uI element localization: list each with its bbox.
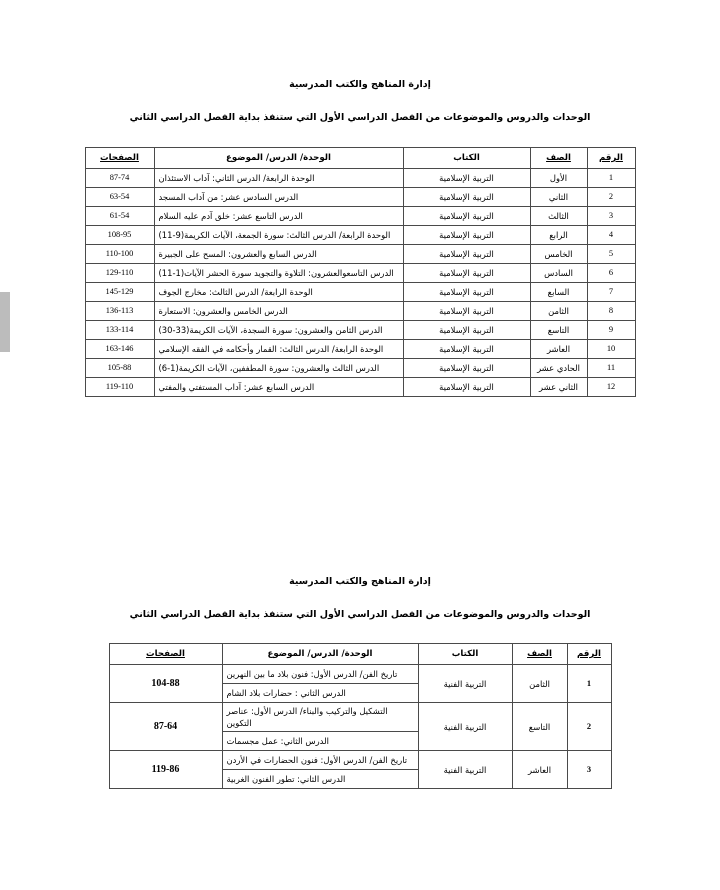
row-book: التربية الإسلامية	[403, 207, 530, 226]
row-number: 10	[587, 340, 635, 359]
column-header-pages: الصفحات	[85, 148, 154, 169]
row-pages: 133-114	[85, 321, 154, 340]
table-row	[85, 264, 635, 283]
row-pages: 87-74	[85, 169, 154, 188]
row-grade: السابع	[530, 283, 587, 302]
curriculum-table-islamic	[85, 147, 636, 397]
table-header-row	[85, 148, 635, 169]
row-grade: التاسع	[530, 321, 587, 340]
row-number: 6	[587, 264, 635, 283]
page-subtitle-2: الوحدات والدروس والموضوعات من الفصل الدراسي الأول التي ستنفذ بداية الفصل الدراسي الثاني	[129, 609, 591, 620]
row-number: 1	[587, 169, 635, 188]
row-pages: 136-113	[85, 302, 154, 321]
column-header-grade: الصف	[512, 644, 567, 665]
column-header-pages: الصفحات	[109, 644, 222, 665]
row-topic-line-2: الدرس الثاني : حضارات بلاد الشام	[222, 684, 418, 703]
row-topic: الوحدة الرابعة/ الدرس الثاني: آداب الاستئذان	[154, 169, 403, 188]
row-topic-line-1: التشكيل والتركيب والبناء/ الدرس الأول: عناصر التكوين	[222, 703, 418, 732]
row-book: التربية الإسلامية	[403, 283, 530, 302]
row-topic-line-2: الدرس الثاني: عمل مجسمات	[222, 732, 418, 751]
table-row	[109, 703, 611, 732]
table-row	[85, 226, 635, 245]
row-topic-line-1: تاريخ الفن/ الدرس الأول: فنون بلاد ما بين النهرين	[222, 665, 418, 684]
table-row	[85, 378, 635, 397]
row-book: التربية الإسلامية	[403, 340, 530, 359]
row-topic: الوحدة الرابعة/ الدرس الثالث: مخارج الجوف	[154, 283, 403, 302]
row-pages: 119-110	[85, 378, 154, 397]
row-pages: 61-54	[85, 207, 154, 226]
row-topic: الدرس الثامن والعشرون: سورة السجدة، الآيات الكريمة(33-30)	[154, 321, 403, 340]
row-book: التربية الفنية	[418, 703, 512, 751]
row-grade: الثاني عشر	[530, 378, 587, 397]
row-book: التربية الإسلامية	[403, 359, 530, 378]
row-book: التربية الإسلامية	[403, 321, 530, 340]
table-row	[85, 207, 635, 226]
row-number: 2	[567, 703, 611, 751]
row-book: التربية الفنية	[418, 665, 512, 703]
row-number: 11	[587, 359, 635, 378]
column-header-topic: الوحدة/ الدرس/ الموضوع	[154, 148, 403, 169]
row-number: 1	[567, 665, 611, 703]
row-book: التربية الإسلامية	[403, 226, 530, 245]
row-pages: 105-88	[85, 359, 154, 378]
row-topic: الوحدة الرابعة/ الدرس الثالث: القمار وأحكامه في الفقه الإسلامي	[154, 340, 403, 359]
row-topic: الدرس السابع والعشرون: المسح على الجبيرة	[154, 245, 403, 264]
row-topic: الدرس التاسع عشر: خلق آدم عليه السلام	[154, 207, 403, 226]
row-book: التربية الإسلامية	[403, 264, 530, 283]
row-number: 2	[587, 188, 635, 207]
row-topic-line-1: تاريخ الفن/ الدرس الأول: فنون الحضارات في الأردن	[222, 751, 418, 770]
column-header-grade: الصف	[530, 148, 587, 169]
column-header-topic: الوحدة/ الدرس/ الموضوع	[222, 644, 418, 665]
row-pages: 163-146	[85, 340, 154, 359]
row-book: التربية الإسلامية	[403, 378, 530, 397]
row-book: التربية الفنية	[418, 751, 512, 789]
row-number: 9	[587, 321, 635, 340]
row-grade: الأول	[530, 169, 587, 188]
row-grade: السادس	[530, 264, 587, 283]
row-grade: الثامن	[530, 302, 587, 321]
table-row	[109, 665, 611, 684]
table-row	[85, 188, 635, 207]
table-row	[85, 321, 635, 340]
row-book: التربية الإسلامية	[403, 188, 530, 207]
row-number: 4	[587, 226, 635, 245]
page-subtitle: الوحدات والدروس والموضوعات من الفصل الدراسي الأول التي ستنفذ بداية الفصل الدراسي الثاني	[129, 112, 591, 123]
row-grade: الرابع	[530, 226, 587, 245]
row-topic: الدرس الثالث والعشرون: سورة المطففين، الآيات الكريمة(1-6)	[154, 359, 403, 378]
row-grade: التاسع	[512, 703, 567, 751]
row-book: التربية الإسلامية	[403, 245, 530, 264]
row-topic-line-2: الدرس الثاني: تطور الفنون الغربية	[222, 770, 418, 789]
row-pages: 110-100	[85, 245, 154, 264]
row-number: 7	[587, 283, 635, 302]
page-title-2: إدارة المناهج والكتب المدرسية	[289, 576, 431, 587]
table-header-row	[109, 644, 611, 665]
table-row	[109, 751, 611, 770]
row-topic: الدرس التاسعوالعشرون: التلاوة والتجويد سورة الحشر الآيات(1-11)	[154, 264, 403, 283]
row-pages: 108-95	[85, 226, 154, 245]
row-book: التربية الإسلامية	[403, 169, 530, 188]
table-row	[85, 340, 635, 359]
table-row	[85, 359, 635, 378]
row-pages: 104-88	[109, 665, 222, 703]
column-header-book: الكتاب	[403, 148, 530, 169]
row-topic: الدرس الخامس والعشرون: الاستعارة	[154, 302, 403, 321]
row-grade: الثامن	[512, 665, 567, 703]
column-header-book: الكتاب	[418, 644, 512, 665]
row-number: 3	[587, 207, 635, 226]
row-grade: الثاني	[530, 188, 587, 207]
table-row	[85, 245, 635, 264]
curriculum-table-art	[109, 643, 612, 789]
row-number: 12	[587, 378, 635, 397]
row-grade: العاشر	[530, 340, 587, 359]
row-grade: الثالث	[530, 207, 587, 226]
row-grade: العاشر	[512, 751, 567, 789]
section-islamic-education	[0, 78, 720, 397]
row-grade: الخامس	[530, 245, 587, 264]
row-topic: الوحدة الرابعة/ الدرس الثالث: سورة الجمعة، الآيات الكريمة(9-11)	[154, 226, 403, 245]
row-pages: 129-110	[85, 264, 154, 283]
table-row	[85, 169, 635, 188]
row-pages: 119-86	[109, 751, 222, 789]
column-header-number: الرقم	[567, 644, 611, 665]
row-topic: الدرس السابع عشر: آداب المستفتي والمفتي	[154, 378, 403, 397]
table-row	[85, 302, 635, 321]
row-pages: 63-54	[85, 188, 154, 207]
row-book: التربية الإسلامية	[403, 302, 530, 321]
row-pages: 87-64	[109, 703, 222, 751]
row-pages: 145-129	[85, 283, 154, 302]
table-row	[85, 283, 635, 302]
page-title: إدارة المناهج والكتب المدرسية	[289, 79, 431, 90]
column-header-number: الرقم	[587, 148, 635, 169]
row-number: 5	[587, 245, 635, 264]
row-number: 8	[587, 302, 635, 321]
row-topic: الدرس السادس عشر: من آداب المسجد	[154, 188, 403, 207]
section-art-education	[0, 575, 720, 789]
row-number: 3	[567, 751, 611, 789]
row-grade: الحادي عشر	[530, 359, 587, 378]
